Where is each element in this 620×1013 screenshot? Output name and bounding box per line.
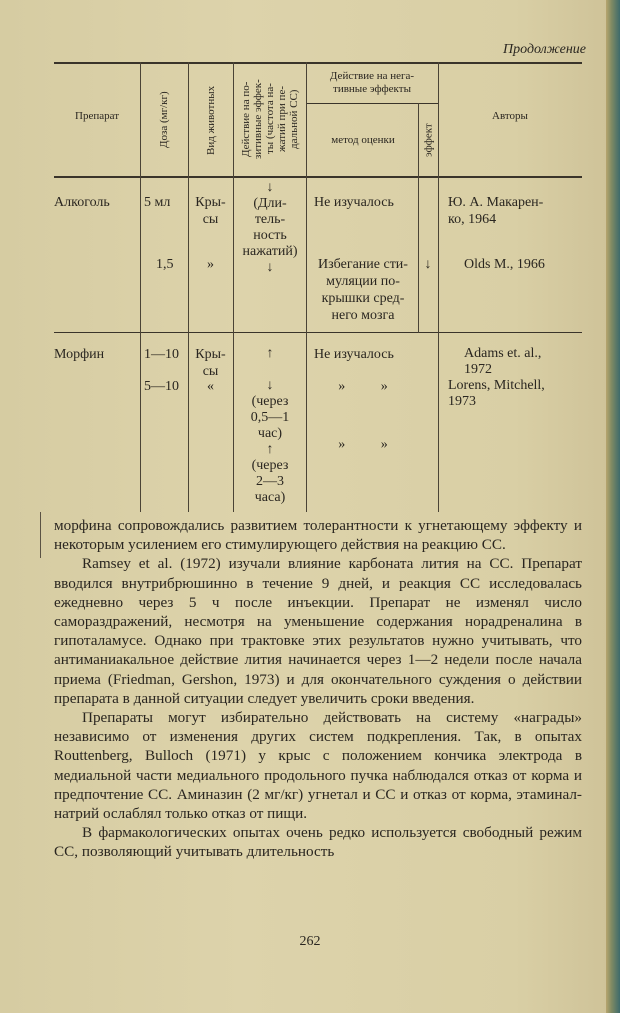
row-alcohol-authors-2: Olds M., 1966 [464, 257, 545, 272]
row-alcohol-dose-2: 1,5 [156, 257, 174, 272]
row-morphine-method-3: » » [338, 437, 388, 452]
row-morphine-authors-1: Adams et. al., 1972 [464, 346, 542, 377]
paragraph-4: В фармакологических опытах очень редко используется свободный режим СС, позволяющий учитывать длительность [54, 824, 582, 861]
row-alcohol-animal: Кры- сы [195, 195, 226, 227]
row-alcohol-positive-effect: ↓ (Дли- тель- ность нажатий) ↓ [242, 180, 298, 275]
row-alcohol-preparation: Алкоголь [54, 195, 110, 210]
paragraph-3: Препараты могут избирательно действовать на систему «награды» независимо от изменения других систем подкрепления. Так, в опытах Routtenberg, Bulloch (1971) у крыс с положением кончика электрода в медиальной части медиального продольного пучка наблюдался отказ от корма и предпочтение СС. Аминазин (2 мг/кг) угнетал и СС и отказ от корма, этаминал-натрий ослаблял только отказ от пищи. [54, 709, 582, 823]
col-header-preparation: Препарат [75, 110, 119, 122]
row-alcohol-method-1: Не изучалось [314, 195, 394, 210]
row-morphine-preparation: Морфин [54, 347, 105, 362]
col-header-authors: Авторы [492, 110, 528, 122]
row-alcohol-dose-1: 5 мл [144, 195, 171, 210]
row-alcohol-method-2: Избегание сти- муляции по- крышки сред- него мозга [318, 257, 408, 323]
row-morphine-dose-2: 5—10 [144, 379, 179, 394]
row-alcohol-effect: ↓ [424, 257, 432, 272]
col-header-animal: Вид животных [205, 85, 217, 155]
row-morphine-dose-1: 1—10 [144, 347, 179, 362]
row-morphine-method-2: » » [338, 379, 388, 394]
margin-mark [40, 512, 41, 558]
col-header-effect: эффект [422, 123, 435, 157]
row-morphine-method-1: Не изучалось [314, 347, 394, 362]
paragraph-2: Ramsey et al. (1972) изучали влияние карбоната лития на СС. Препарат вводился внутрибрюшинно в течение 9 дней, и реакция СС исследовалась ежедневно через 5 ч после инъекции. Препарат не изменял число самораздражений, несмотря на уменьшение содержания норадреналина в гипоталамусе. Однако при трактовке этих результатов нужно учитывать, что антиманиакальное действие лития начинается через 1—2 недели после начала приема (Friedman, Gershon, 1973) и для окончательного суждения о действии препарата в данной ситуации следует увеличить сроки введения. [54, 555, 582, 707]
row-morphine-animal: Кры- сы [195, 347, 226, 379]
col-header-positive-effect: Действие на по- зитивные эффек- ты (частота на- жатий при пе- дальной СС) [240, 79, 300, 159]
paragraph-1: морфина сопровождались развитием толерантности к угнетающему эффекту и некоторым усилением его стимулирующего действия на реакцию СС. [54, 517, 582, 554]
row-morphine-authors-2: Lorens, Mitchell, 1973 [448, 378, 545, 409]
row-alcohol-authors-1: Ю. А. Макарен- ко, 1964 [448, 195, 544, 227]
row-divider [54, 332, 582, 333]
row-morphine-animal-ditto: « [207, 379, 214, 394]
running-head: Продолжение [503, 42, 586, 57]
header-bottom-rule [54, 176, 582, 178]
row-morphine-positive-effect: ↑ ↓ (через 0,5—1 час) ↑ (через 2—3 часа) [250, 346, 290, 505]
col-header-dose: Доза (мг/кг) [158, 91, 170, 149]
page-number: 262 [299, 934, 321, 949]
row-alcohol-animal-ditto: » [207, 257, 214, 272]
book-spine [606, 0, 620, 1013]
col-header-negative-effect: Действие на нега- тивные эффекты [329, 70, 415, 95]
col-header-method: метод оценки [331, 134, 395, 146]
body-text [54, 516, 582, 862]
table-top-rule [54, 62, 582, 64]
